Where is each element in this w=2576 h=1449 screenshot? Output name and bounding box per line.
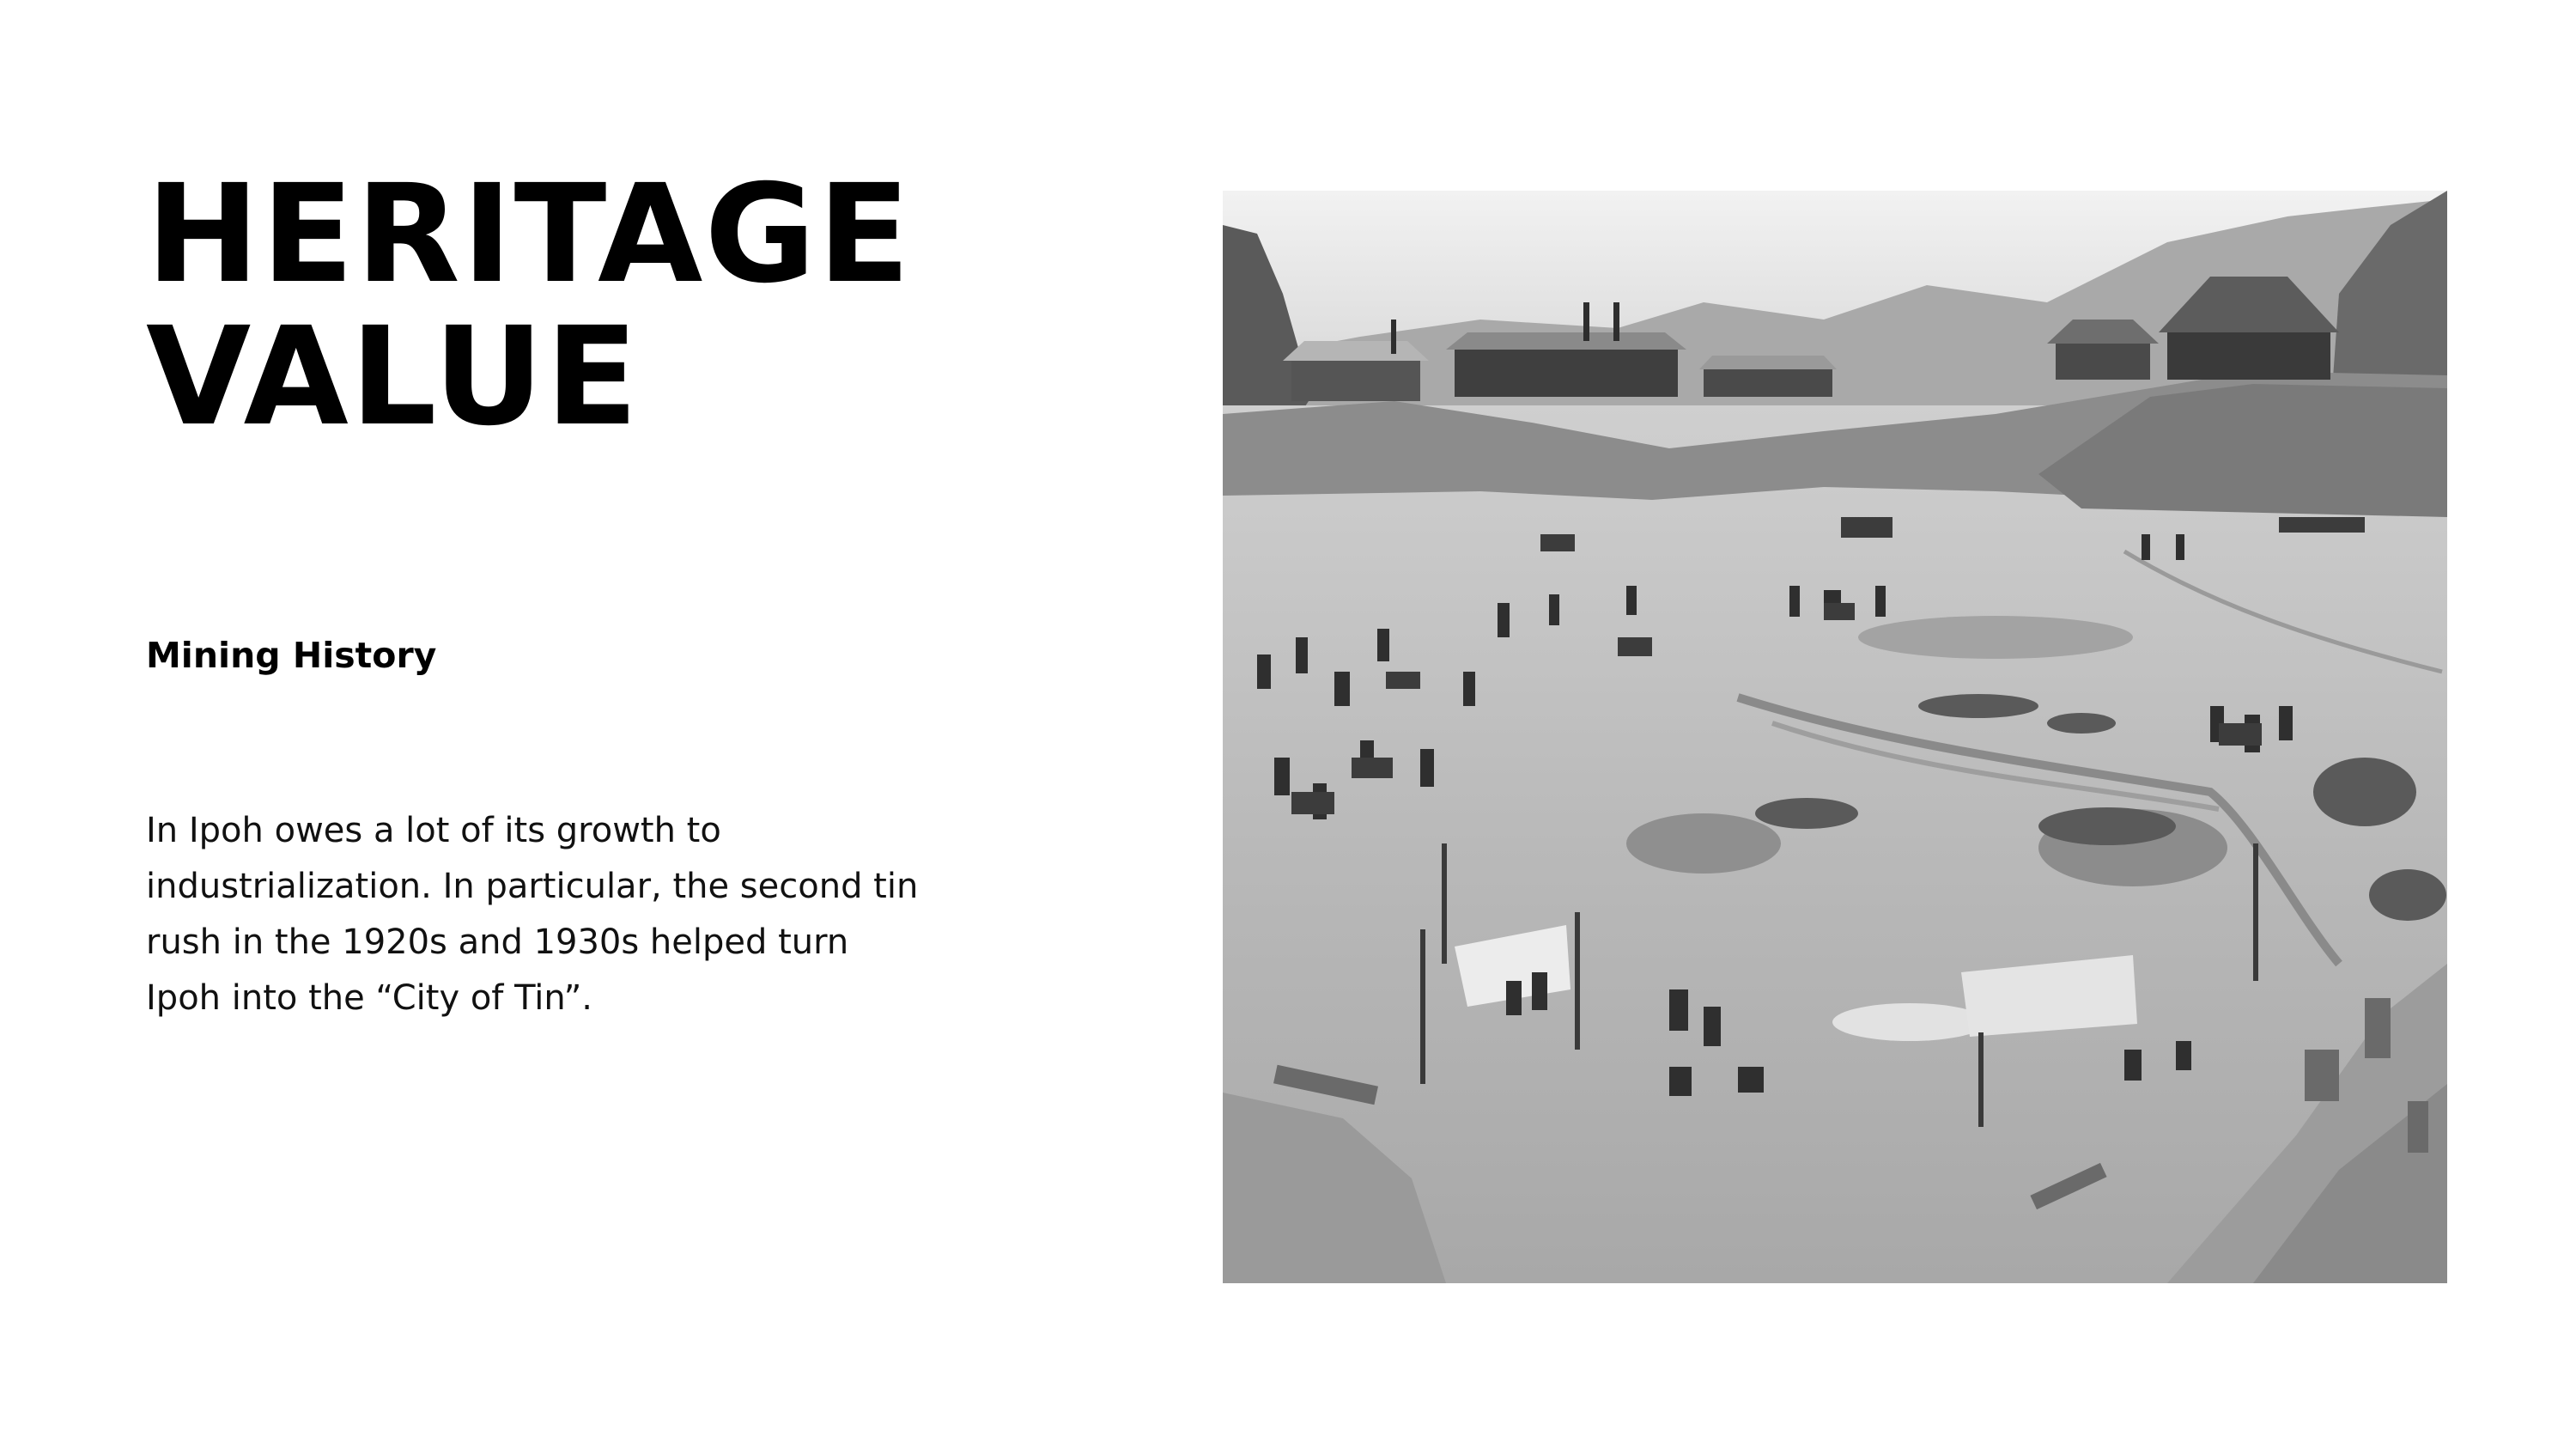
- title-line-2: VALUE: [146, 298, 641, 456]
- body-paragraph: In Ipoh owes a lot of its growth to industrialization. In particular, the second tin rush in the 1920s and 1930s helped turn Ipoh into the “City of Tin”.: [146, 811, 919, 1018]
- page-title: [146, 155, 913, 456]
- section-subtitle: Mining History: [146, 635, 437, 676]
- title-line-1: HERITAGE: [146, 155, 913, 314]
- mining-photo: [1223, 191, 2447, 1283]
